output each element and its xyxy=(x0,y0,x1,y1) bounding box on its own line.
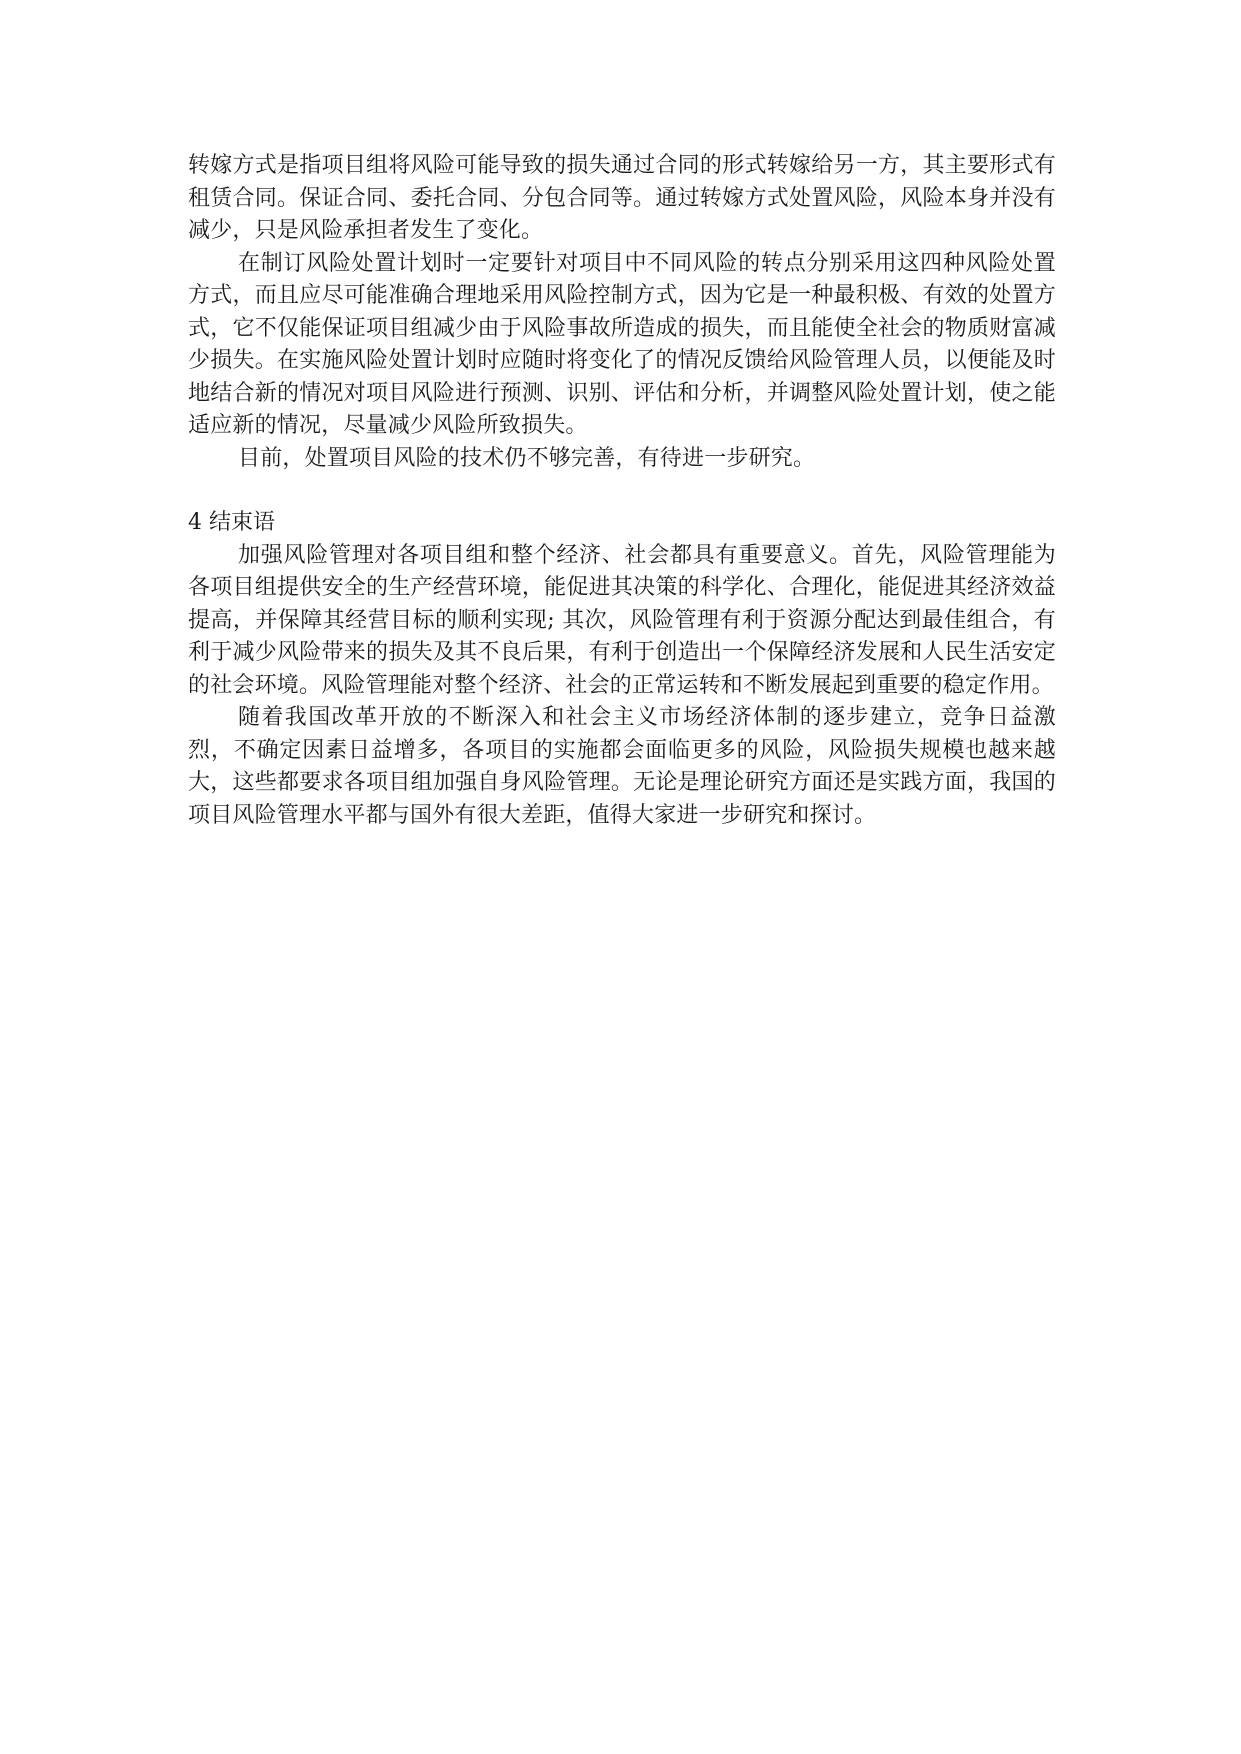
paragraph-importance: 加强风险管理对各项目组和整个经济、社会都具有重要意义。首先，风险管理能为各项目组提供安全的生产经营环境，能促进其决策的科学化、合理化，能促进其经济效益提高，并保障其经营目标的顺利实现; 其次，风险管理有利于资源分配达到最佳组合，有利于减少风险带来的损失及其不良后果，有利于创造出一个保障经济发展和人民生活安定的社会环境。风险管理能对整个经济、社会的正常运转和不断发展起到重要的稳定作用。 xyxy=(188,542,1056,698)
section-heading-conclusion: 4 结束语 xyxy=(188,510,275,535)
paragraph-transfer-method: 转嫁方式是指项目组将风险可能导致的损失通过合同的形式转嫁给另一方，其主要形式有租赁合同。保证合同、委托合同、分包合同等。通过转嫁方式处置风险，风险本身并没有减少，只是风险承担者发生了变化。 xyxy=(188,153,1056,243)
document-body xyxy=(188,150,1056,832)
paragraph-risk-plan: 在制订风险处置计划时一定要针对项目中不同风险的转点分别采用这四种风险处置方式，而且应尽可能准确合理地采用风险控制方式，因为它是一种最积极、有效的处置方式，它不仅能保证项目组减少由于风险事故所造成的损失，而且能使全社会的物质财富减少损失。在实施风险处置计划时应随时将变化了的情况反馈给风险管理人员，以便能及时地结合新的情况对项目风险进行预测、识别、评估和分析，并调整风险处置计划，使之能适应新的情况，尽量减少风险所致损失。 xyxy=(188,250,1056,438)
paragraph-current-status: 目前，处置项目风险的技术仍不够完善，有待进一步研究。 xyxy=(238,445,816,471)
paragraph-outlook: 随着我国改革开放的不断深入和社会主义市场经济体制的逐步建立，竞争日益激烈，不确定因素日益增多，各项目的实施都会面临更多的风险，风险损失规模也越来越大，这些都要求各项目组加强自身风险管理。无论是理论研究方面还是实践方面，我国的项目风险管理水平都与国外有很大差距，值得大家进一步研究和探讨。 xyxy=(188,705,1056,828)
